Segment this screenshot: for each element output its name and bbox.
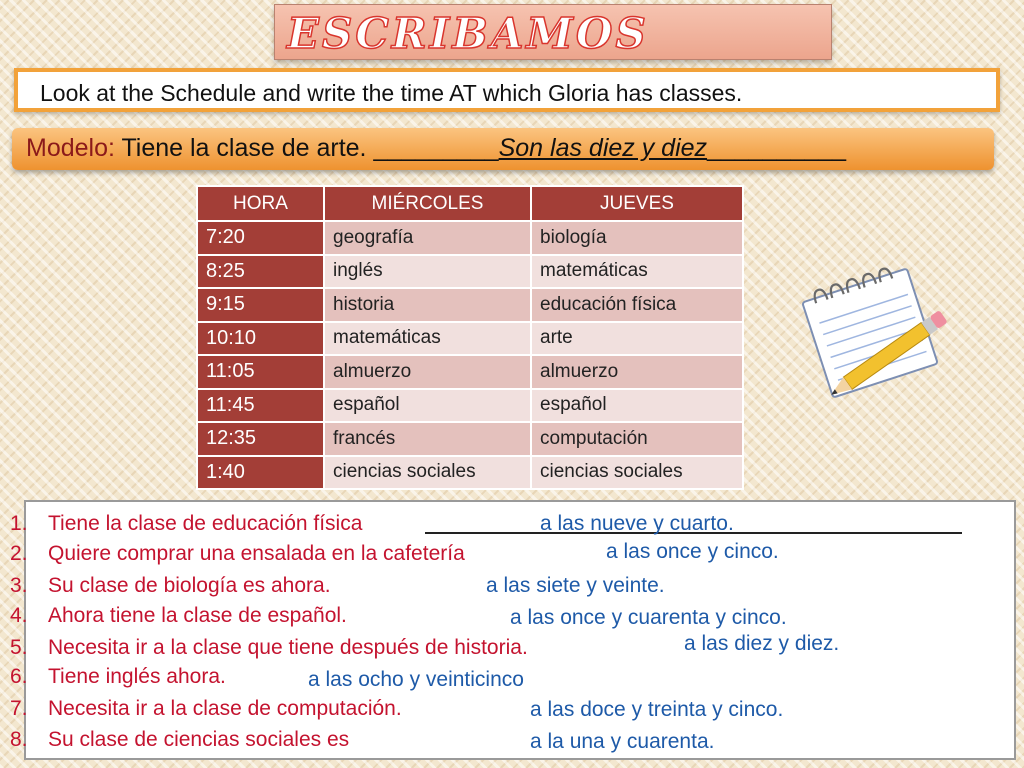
- answer-5: a las diez y diez.: [684, 632, 840, 655]
- title-banner: [274, 4, 832, 60]
- question-item: 3. Su clase de biología es ahora.: [10, 574, 331, 597]
- row-jueves: arte: [531, 322, 743, 356]
- row-miercoles: inglés: [324, 255, 531, 289]
- schedule-header-row: [197, 186, 743, 221]
- question-item: 6. Tiene inglés ahora.: [10, 665, 226, 688]
- row-jueves: biología: [531, 221, 743, 255]
- row-jueves: educación física: [531, 288, 743, 322]
- row-time: 7:20: [197, 221, 324, 255]
- header-miercoles: MIÉRCOLES: [324, 186, 531, 221]
- row-miercoles: geografía: [324, 221, 531, 255]
- modelo-label: Modelo:: [26, 134, 115, 162]
- modelo-banner: [12, 128, 994, 170]
- answer-8: a la una y cuarenta.: [530, 730, 715, 753]
- table-row: [197, 389, 743, 423]
- modelo-answer: Son las diez y diez: [498, 134, 708, 162]
- row-time: 11:05: [197, 355, 324, 389]
- notepad-pencil-icon: [790, 258, 960, 408]
- row-miercoles: español: [324, 389, 531, 423]
- row-miercoles: francés: [324, 422, 531, 456]
- row-jueves: computación: [531, 422, 743, 456]
- page-title: ESCRIBAMOS: [287, 9, 649, 58]
- table-row: [197, 422, 743, 456]
- question-item: 1. Tiene la clase de educación física: [10, 512, 363, 535]
- modelo-line: [26, 134, 846, 163]
- row-time: 8:25: [197, 255, 324, 289]
- row-time: 1:40: [197, 456, 324, 490]
- row-time: 12:35: [197, 422, 324, 456]
- answer-1: a las nueve y cuarto.: [540, 512, 734, 535]
- instruction-box: [14, 68, 1000, 112]
- header-hora: HORA: [197, 186, 324, 221]
- row-miercoles: ciencias sociales: [324, 456, 531, 490]
- row-miercoles: matemáticas: [324, 322, 531, 356]
- schedule-table: [196, 185, 744, 490]
- row-jueves: matemáticas: [531, 255, 743, 289]
- header-jueves: JUEVES: [531, 186, 743, 221]
- answer-2: a las once y cinco.: [606, 540, 779, 563]
- table-row: [197, 221, 743, 255]
- row-miercoles: almuerzo: [324, 355, 531, 389]
- question-item: 8. Su clase de ciencias sociales es: [10, 728, 350, 751]
- answer-6: a las ocho y veinticinco: [308, 668, 524, 691]
- instruction-text: Look at the Schedule and write the time AT which Gloria has classes.: [40, 80, 743, 106]
- modelo-blank-before: _________: [373, 134, 499, 162]
- table-row: [197, 288, 743, 322]
- row-jueves: ciencias sociales: [531, 456, 743, 490]
- row-time: 11:45: [197, 389, 324, 423]
- row-jueves: español: [531, 389, 743, 423]
- question-item: 2. Quiere comprar una ensalada en la cafetería: [10, 542, 465, 565]
- modelo-sentence: Tiene la clase de arte.: [121, 134, 367, 162]
- table-row: [197, 355, 743, 389]
- row-jueves: almuerzo: [531, 355, 743, 389]
- answer-7: a las doce y treinta y cinco.: [530, 698, 784, 721]
- question-item: 4. Ahora tiene la clase de español.: [10, 604, 347, 627]
- questions-box: [24, 500, 1016, 760]
- row-time: 9:15: [197, 288, 324, 322]
- answer-3: a las siete y veinte.: [486, 574, 665, 597]
- table-row: [197, 322, 743, 356]
- table-row: [197, 255, 743, 289]
- question-item: 7. Necesita ir a la clase de computación.: [10, 697, 402, 720]
- table-row: [197, 456, 743, 490]
- row-time: 10:10: [197, 322, 324, 356]
- answer-4: a las once y cuarenta y cinco.: [510, 606, 787, 629]
- question-item: 5. Necesita ir a la clase que tiene después de historia.: [10, 636, 528, 659]
- row-miercoles: historia: [324, 288, 531, 322]
- modelo-blank-after: __________: [707, 134, 847, 162]
